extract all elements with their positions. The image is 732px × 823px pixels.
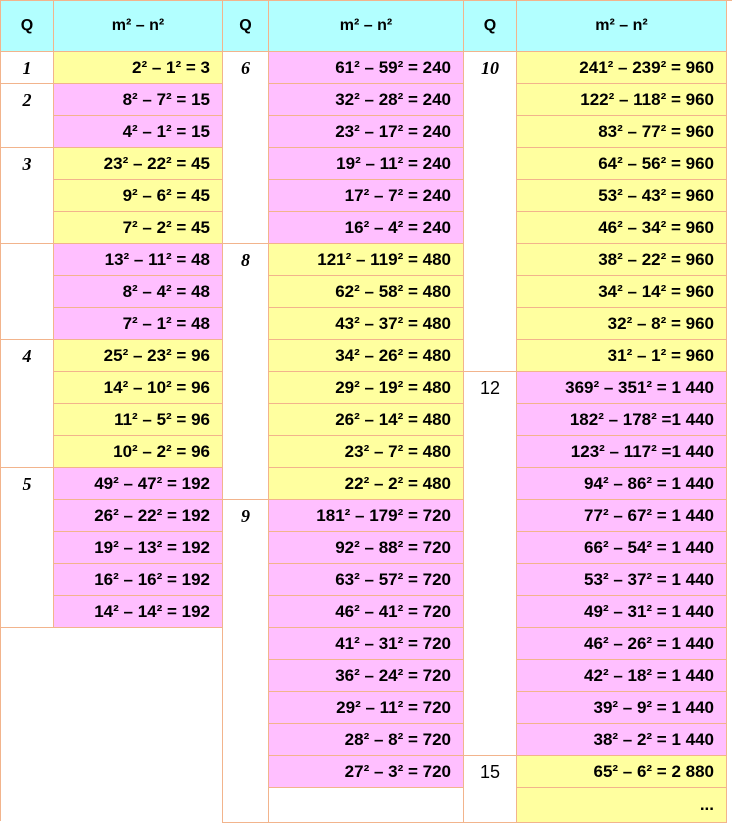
formula-cell: 23² – 17² = 240 — [269, 116, 464, 148]
formula-cell: 26² – 22² = 192 — [54, 500, 223, 532]
formula-cell: 9² – 6² = 45 — [54, 180, 223, 212]
formula-cell: 92² – 88² = 720 — [269, 532, 464, 564]
q-label — [1, 244, 54, 340]
formula-cell: 11² – 5² = 96 — [54, 404, 223, 436]
formula-cell: 123² – 117² =1 440 — [517, 436, 727, 468]
formula-cell: 31² – 1² = 960 — [517, 340, 727, 372]
formula-cell: 83² – 77² = 960 — [517, 116, 727, 148]
formula-cell: 8² – 7² = 15 — [54, 84, 223, 116]
formula-cell: 23² – 22² = 45 — [54, 148, 223, 180]
q-label: 12 — [464, 372, 517, 756]
formula-cell: 29² – 19² = 480 — [269, 372, 464, 404]
formula-cell: 41² – 31² = 720 — [269, 628, 464, 660]
formula-cell: 39² – 9² = 1 440 — [517, 692, 727, 724]
formula-cell: 46² – 41² = 720 — [269, 596, 464, 628]
q-label: 15 — [464, 756, 517, 823]
formula-cell: 36² – 24² = 720 — [269, 660, 464, 692]
formula-cell: 26² – 14² = 480 — [269, 404, 464, 436]
formula-cell: 46² – 26² = 1 440 — [517, 628, 727, 660]
formula-cell: 38² – 22² = 960 — [517, 244, 727, 276]
formula-cell: 65² – 6² = 2 880 — [517, 756, 727, 788]
formula-cell: 23² – 7² = 480 — [269, 436, 464, 468]
formula-cell: 16² – 4² = 240 — [269, 212, 464, 244]
q-label: 5 — [1, 468, 54, 628]
formula-cell: 53² – 43² = 960 — [517, 180, 727, 212]
formula-cell: 62² – 58² = 480 — [269, 276, 464, 308]
formula-cell: 13² – 11² = 48 — [54, 244, 223, 276]
formula-cell: 17² – 7² = 240 — [269, 180, 464, 212]
formula-cell: 34² – 26² = 480 — [269, 340, 464, 372]
formula-cell: 25² – 23² = 96 — [54, 340, 223, 372]
formula-cell: 14² – 14² = 192 — [54, 596, 223, 628]
formula-cell: 49² – 31² = 1 440 — [517, 596, 727, 628]
formula-cell: 27² – 3² = 720 — [269, 756, 464, 788]
header-formula-3: m² – n² — [517, 1, 727, 52]
formula-cell: 4² – 1² = 15 — [54, 116, 223, 148]
formula-cell: 46² – 34² = 960 — [517, 212, 727, 244]
q-label: 6 — [223, 52, 269, 244]
formula-cell: 22² – 2² = 480 — [269, 468, 464, 500]
formula-cell: 241² – 239² = 960 — [517, 52, 727, 84]
formula-cell: 7² – 2² = 45 — [54, 212, 223, 244]
formula-cell: 32² – 8² = 960 — [517, 308, 727, 340]
formula-cell: 122² – 118² = 960 — [517, 84, 727, 116]
empty-cell — [269, 788, 464, 823]
formula-cell: 63² – 57² = 720 — [269, 564, 464, 596]
formula-cell: 121² – 119² = 480 — [269, 244, 464, 276]
q-label: 3 — [1, 148, 54, 244]
formula-cell: 19² – 11² = 240 — [269, 148, 464, 180]
q-label: 4 — [1, 340, 54, 468]
formula-cell: 19² – 13² = 192 — [54, 532, 223, 564]
q-label: 1 — [1, 52, 54, 84]
formula-cell: 38² – 2² = 1 440 — [517, 724, 727, 756]
formula-cell: 61² – 59² = 240 — [269, 52, 464, 84]
header-formula-1: m² – n² — [54, 1, 223, 52]
header-q-2: Q — [223, 1, 269, 52]
formula-cell: 32² – 28² = 240 — [269, 84, 464, 116]
formula-cell: 369² – 351² = 1 440 — [517, 372, 727, 404]
formula-cell: 66² – 54² = 1 440 — [517, 532, 727, 564]
formula-cell: 64² – 56² = 960 — [517, 148, 727, 180]
header-q-3: Q — [464, 1, 517, 52]
formula-cell: 34² – 14² = 960 — [517, 276, 727, 308]
q-label: 10 — [464, 52, 517, 372]
formula-cell: 42² – 18² = 1 440 — [517, 660, 727, 692]
formula-cell: 77² – 67² = 1 440 — [517, 500, 727, 532]
formula-cell: 181² – 179² = 720 — [269, 500, 464, 532]
formula-cell: 49² – 47² = 192 — [54, 468, 223, 500]
q-label: 8 — [223, 244, 269, 500]
q-label: 2 — [1, 84, 54, 148]
formula-cell: 14² – 10² = 96 — [54, 372, 223, 404]
formula-cell: 28² – 8² = 720 — [269, 724, 464, 756]
header-formula-2: m² – n² — [269, 1, 464, 52]
formula-cell: 8² – 4² = 48 — [54, 276, 223, 308]
formula-cell: 182² – 178² =1 440 — [517, 404, 727, 436]
formula-cell: 94² – 86² = 1 440 — [517, 468, 727, 500]
formula-cell: 2² – 1² = 3 — [54, 52, 223, 84]
empty-area — [1, 628, 223, 823]
formula-cell: 43² – 37² = 480 — [269, 308, 464, 340]
formula-cell: 29² – 11² = 720 — [269, 692, 464, 724]
formula-cell: 16² – 16² = 192 — [54, 564, 223, 596]
formula-cell: 53² – 37² = 1 440 — [517, 564, 727, 596]
formula-cell: 7² – 1² = 48 — [54, 308, 223, 340]
header-q-1: Q — [1, 1, 54, 52]
formula-cell: 10² – 2² = 96 — [54, 436, 223, 468]
q-label: 9 — [223, 500, 269, 823]
ellipsis-cell: ... — [517, 788, 727, 823]
